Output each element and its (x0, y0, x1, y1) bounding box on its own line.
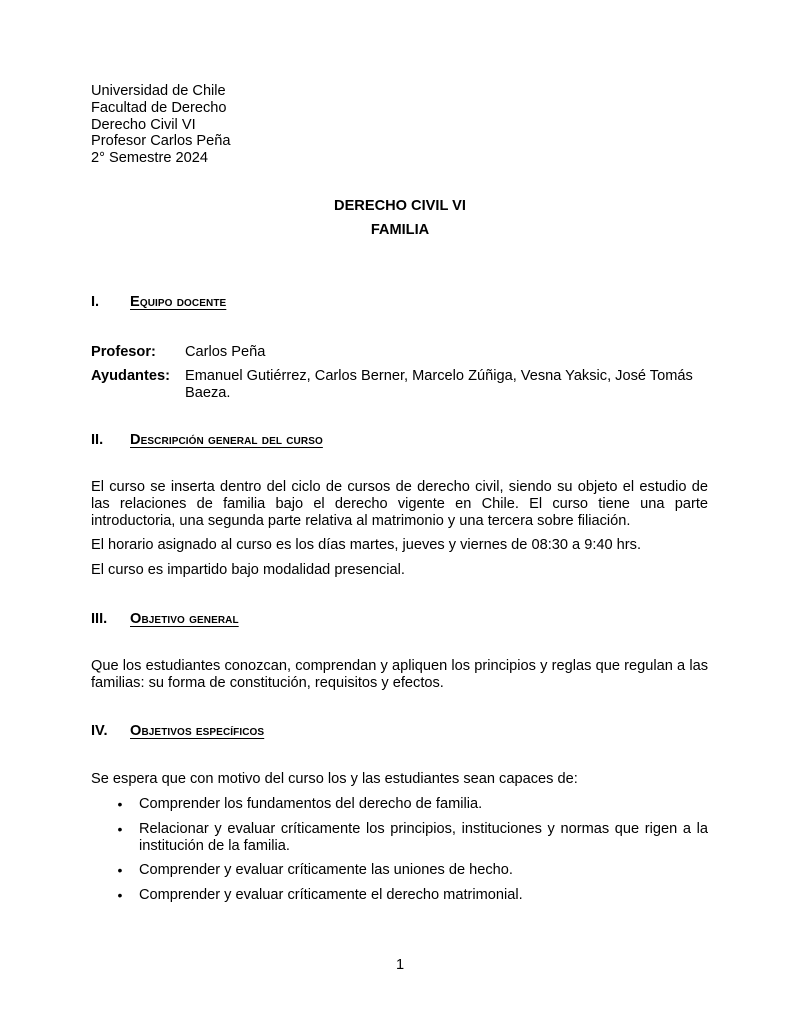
bullet-marker: • (117, 821, 123, 837)
section-2-heading: Descripción general del curso (130, 432, 323, 448)
assistants-value: Emanuel Gutiérrez, Carlos Berner, Marcelo Zúñiga, Vesna Yaksic, José Tomás Baeza. (185, 368, 693, 401)
document-header (91, 83, 231, 167)
list-item: Comprender y evaluar críticamente las uniones de hecho. (139, 862, 513, 878)
section-1-heading: Equipo docente (130, 294, 227, 310)
bullet-marker: • (117, 862, 123, 878)
section-2-number: II. (91, 432, 104, 448)
section-4-intro: Se espera que con motivo del curso los y las estudiantes sean capaces de: (91, 771, 578, 787)
document-subtitle: FAMILIA (370, 222, 430, 238)
document-title: DERECHO CIVIL VI (334, 198, 466, 214)
bullet-marker: • (117, 796, 123, 812)
header-semester: 2° Semestre 2024 (91, 150, 208, 167)
header-professor: Profesor Carlos Peña (91, 133, 231, 150)
section-4-heading: Objetivos específicos (130, 723, 265, 739)
section-3-paragraph-1: Que los estudiantes conozcan, comprendan y apliquen los principios y reglas que regulan a las familias: su forma de constitución, requisitos y efectos. (91, 658, 708, 691)
section-4-number: IV. (91, 723, 108, 739)
section-2-paragraph-2: El horario asignado al curso es los días martes, jueves y viernes de 08:30 a 9:40 hrs. (91, 537, 641, 553)
page-number: 1 (395, 957, 405, 973)
list-item: Comprender los fundamentos del derecho de familia. (139, 796, 483, 812)
bullet-marker: • (117, 887, 123, 903)
section-3-number: III. (91, 611, 108, 627)
section-2-paragraph-1: El curso se inserta dentro del ciclo de cursos de derecho civil, siendo su objeto el estudio de las relaciones de familia bajo el derecho vigente en Chile. El curso tiene una parte introductoria, una segunda parte relativa al matrimonio y una tercera sobre filiación. (91, 479, 708, 529)
header-university: Universidad de Chile (91, 83, 226, 99)
list-item: Relacionar y evaluar críticamente los principios, instituciones y normas que rigen a la institución de la familia. (139, 821, 708, 854)
section-1-number: I. (91, 294, 100, 310)
header-course: Derecho Civil VI (91, 116, 196, 133)
professor-label: Profesor: (91, 344, 156, 360)
section-2-paragraph-3: El curso es impartido bajo modalidad presencial. (91, 562, 405, 578)
professor-value: Carlos Peña (185, 344, 266, 360)
header-faculty: Facultad de Derecho (91, 99, 227, 116)
list-item: Comprender y evaluar críticamente el derecho matrimonial. (139, 887, 523, 903)
section-3-heading: Objetivo general (130, 611, 239, 627)
assistants-label: Ayudantes: (91, 368, 170, 384)
